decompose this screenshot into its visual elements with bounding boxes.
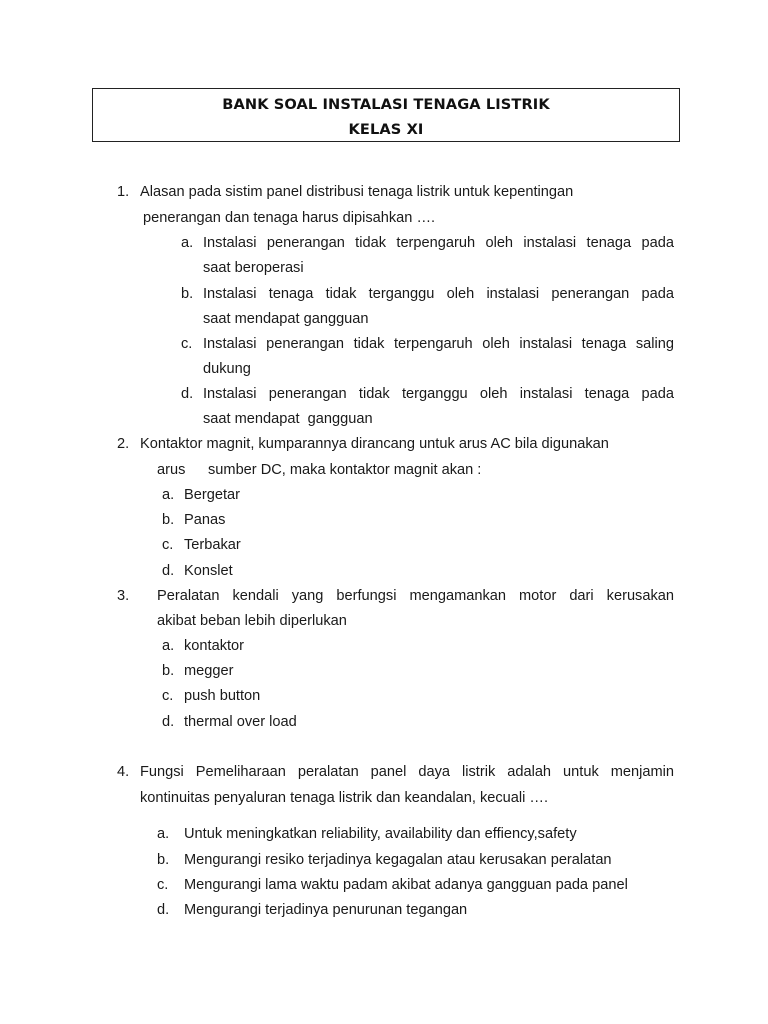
question-text: arus bbox=[157, 462, 186, 478]
option-text: Instalasi penerangan tidak terpengaruh oleh instalasi tenaga saling bbox=[203, 336, 674, 352]
question-text: akibat beban lebih diperlukan bbox=[157, 613, 347, 629]
option-text: Bergetar bbox=[184, 487, 240, 503]
question-number: 4. bbox=[117, 764, 130, 780]
title-box bbox=[92, 88, 680, 142]
option-text: Instalasi tenaga tidak terganggu oleh instalasi penerangan pada bbox=[203, 286, 674, 302]
option-letter: d. bbox=[162, 563, 175, 579]
question-text: Fungsi Pemeliharaan peralatan panel daya listrik adalah untuk menjamin bbox=[140, 764, 674, 780]
option-text: megger bbox=[184, 663, 234, 679]
option-text: Konslet bbox=[184, 563, 233, 579]
option-text: Untuk meningkatkan reliability, availability dan effiency,safety bbox=[184, 826, 577, 842]
option-text: saat mendapat gangguan bbox=[203, 411, 373, 427]
option-letter: a. bbox=[157, 826, 170, 842]
option-letter: b. bbox=[162, 663, 175, 679]
option-letter: d. bbox=[157, 902, 170, 918]
option-text: kontaktor bbox=[184, 638, 245, 654]
option-text: saat mendapat gangguan bbox=[203, 311, 369, 327]
option-letter: b. bbox=[162, 512, 175, 528]
page-title: BANK SOAL INSTALASI TENAGA LISTRIK bbox=[222, 96, 550, 113]
option-text: Mengurangi resiko terjadinya kegagalan atau kerusakan peralatan bbox=[184, 852, 612, 868]
option-letter: c. bbox=[181, 336, 193, 352]
option-letter: b. bbox=[181, 286, 194, 302]
option-text: saat beroperasi bbox=[203, 260, 304, 276]
question-text: Peralatan kendali yang berfungsi mengamankan motor dari kerusakan bbox=[157, 588, 674, 604]
option-text: Terbakar bbox=[184, 537, 241, 553]
option-letter: d. bbox=[181, 386, 194, 402]
option-letter: d. bbox=[162, 714, 175, 730]
question-number: 1. bbox=[117, 184, 130, 200]
question-number: 3. bbox=[117, 588, 130, 604]
option-letter: c. bbox=[162, 688, 174, 704]
option-text: Instalasi penerangan tidak terganggu oleh instalasi tenaga pada bbox=[203, 386, 674, 402]
option-letter: c. bbox=[157, 877, 169, 893]
option-text: Instalasi penerangan tidak terpengaruh oleh instalasi tenaga pada bbox=[203, 235, 674, 251]
question-text: Kontaktor magnit, kumparannya dirancang untuk arus AC bila digunakan bbox=[140, 436, 609, 452]
option-text: push button bbox=[184, 688, 261, 704]
question-text: sumber DC, maka kontaktor magnit akan : bbox=[208, 462, 482, 478]
option-text: dukung bbox=[203, 361, 251, 377]
option-letter: a. bbox=[181, 235, 194, 251]
option-letter: c. bbox=[162, 537, 174, 553]
option-text: Mengurangi terjadinya penurunan tegangan bbox=[184, 902, 468, 918]
option-text: Panas bbox=[184, 512, 226, 528]
question-text: Alasan pada sistim panel distribusi tenaga listrik untuk kepentingan bbox=[140, 184, 574, 200]
option-text: Mengurangi lama waktu padam akibat adanya gangguan pada panel bbox=[184, 877, 628, 893]
option-letter: b. bbox=[157, 852, 170, 868]
option-letter: a. bbox=[162, 487, 175, 503]
page-subtitle: KELAS XI bbox=[348, 121, 424, 138]
question-text: kontinuitas penyaluran tenaga listrik dan keandalan, kecuali …. bbox=[140, 790, 549, 806]
question-number: 2. bbox=[117, 436, 130, 452]
option-letter: a. bbox=[162, 638, 175, 654]
option-text: thermal over load bbox=[184, 714, 297, 730]
question-text: penerangan dan tenaga harus dipisahkan …. bbox=[143, 210, 436, 226]
